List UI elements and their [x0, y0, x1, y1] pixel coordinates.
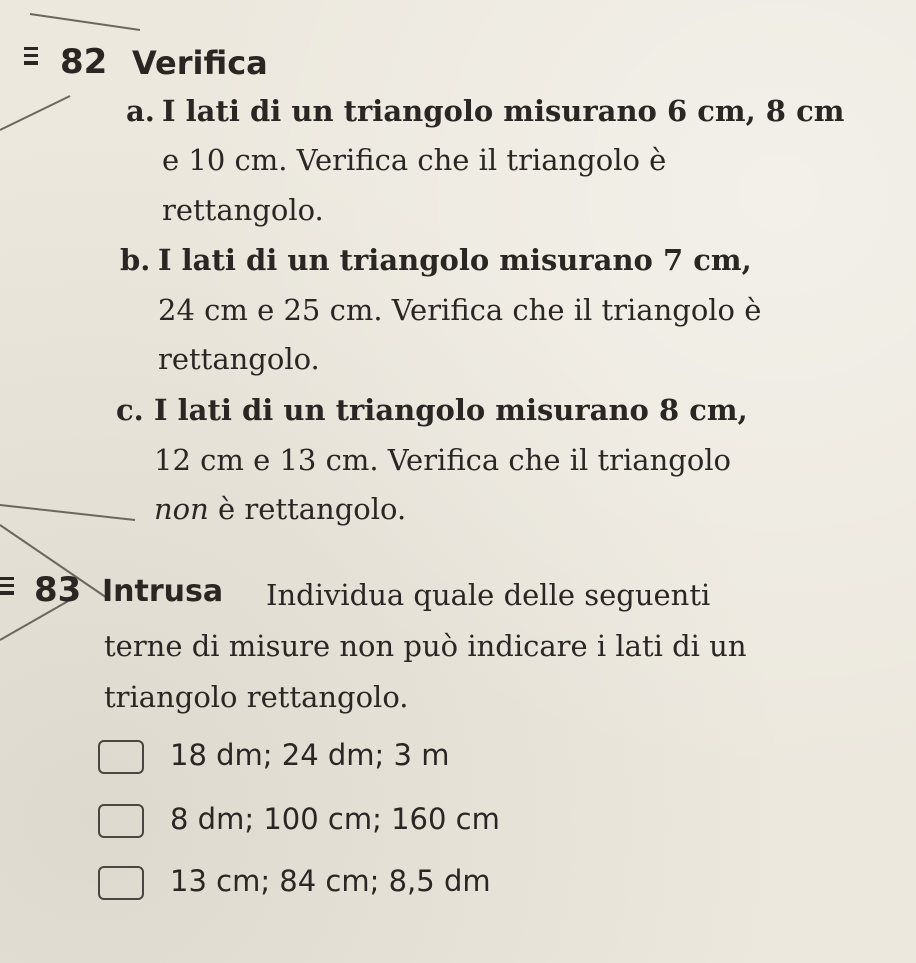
- item-text-line: I lati di un triangolo misurano 7 cm,: [158, 243, 752, 277]
- question-text-line: terne di misure non può indicare i lati di un: [104, 629, 747, 663]
- item-text-line-last: [154, 492, 406, 526]
- option-checkbox[interactable]: [98, 804, 144, 838]
- item-text-line: e 10 cm. Verifica che il triangolo è: [162, 143, 667, 177]
- item-text-line: I lati di un triangolo misurano 8 cm,: [154, 393, 748, 427]
- exercise-number: 82: [60, 42, 108, 82]
- emphasis-non: non: [154, 492, 209, 526]
- item-letter: b.: [120, 243, 151, 277]
- item-text-line: rettangolo.: [162, 193, 324, 227]
- item-text-rest: è rettangolo.: [208, 492, 407, 526]
- option-checkbox[interactable]: [98, 866, 144, 900]
- option-label: 18 dm; 24 dm; 3 m: [170, 738, 450, 772]
- exercise-marker-icon: [0, 577, 14, 595]
- question-text-line: Individua quale delle seguenti: [266, 578, 711, 612]
- item-text-line: 12 cm e 13 cm. Verifica che il triangolo: [154, 443, 732, 477]
- item-letter: c.: [116, 393, 144, 427]
- exercise-marker-icon: [24, 47, 38, 65]
- item-letter: a.: [126, 94, 155, 128]
- option-label: 13 cm; 84 cm; 8,5 dm: [170, 864, 491, 898]
- exercise-number: 83: [34, 570, 82, 610]
- item-text-line: rettangolo.: [158, 342, 320, 376]
- item-text-line: 24 cm e 25 cm. Verifica che il triangolo è: [158, 293, 762, 327]
- option-label: 8 dm; 100 cm; 160 cm: [170, 802, 500, 836]
- exercise-title: Intrusa: [102, 574, 224, 609]
- option-checkbox[interactable]: [98, 740, 144, 774]
- question-text-line: triangolo rettangolo.: [104, 680, 409, 714]
- item-text-line: I lati di un triangolo misurano 6 cm, 8 cm: [162, 94, 845, 128]
- exercise-title: Verifica: [132, 44, 268, 82]
